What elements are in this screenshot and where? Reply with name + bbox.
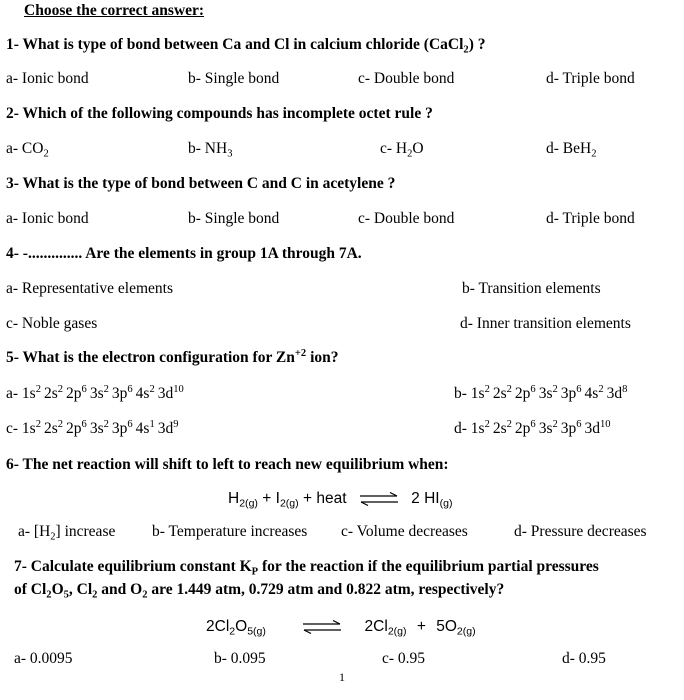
q7-option-b[interactable]: b- 0.095 <box>214 650 266 667</box>
question-2: 2- Which of the following compounds has incomplete octet rule ? <box>6 105 433 122</box>
q1-option-d[interactable]: d- Triple bond <box>546 70 635 87</box>
orbital-term: $3p^6$ <box>560 419 582 437</box>
q4-option-c[interactable]: c- Noble gases <box>6 315 98 332</box>
orbital-term: $2s^2$ <box>43 384 64 402</box>
q1-option-b[interactable]: b- Single bond <box>188 70 280 87</box>
orbital-term: $3d^{10}$ <box>157 384 184 402</box>
q6-equation: $H_{2(g)} + I_{2(g)}$ + heat 2 $HI_{(g)}$ <box>228 490 453 510</box>
q5-option-b[interactable]: b- $1s^2$ $2s^2$ $2p^6$ $3s^2$ $3p^6$ $4s^2$ $3d^8$ <box>454 384 628 402</box>
orbital-term: $4s^1$ <box>135 419 155 437</box>
q5-option-c[interactable]: c- $1s^2$ $2s^2$ $2p^6$ $3s^2$ $3p^6$ $4s^1$ $3d^9$ <box>6 419 179 437</box>
question-1: 1- What is type of bond between Ca and Cl in calcium chloride (CaCl$_2$) ? <box>6 36 486 56</box>
q5-option-d[interactable]: d- $1s^2$ $2s^2$ $2p^6$ $3s^2$ $3p^6$ $3d^{10}$ <box>454 419 611 437</box>
q2-option-b[interactable]: b- $NH_3$ <box>188 140 233 160</box>
orbital-term: $3s^2$ <box>89 384 109 402</box>
orbital-term: $1s^2$ <box>21 384 41 402</box>
page-heading: Choose the correct answer: <box>24 2 205 19</box>
orbital-term: $1s^2$ <box>470 384 490 402</box>
orbital-term: $3s^2$ <box>538 384 558 402</box>
q4-option-d[interactable]: d- Inner transition elements <box>460 315 631 332</box>
orbital-term: $3d^{10}$ <box>584 419 611 437</box>
orbital-term: $4s^2$ <box>584 384 604 402</box>
q2-option-d[interactable]: d- BeH$_2$ <box>546 140 597 160</box>
orbital-term: $3p^6$ <box>560 384 582 402</box>
orbital-term: $2p^6$ <box>514 419 536 437</box>
orbital-term: $2s^2$ <box>492 384 512 402</box>
q3-option-d[interactable]: d- Triple bond <box>546 210 635 227</box>
question-7-line-1: 7- Calculate equilibrium constant $K_P$ for the reaction if the equilibrium partial pressures <box>14 558 599 578</box>
question-5: 5- What is the electron configuration for $Zn^{+2}$ ion? <box>6 348 339 366</box>
q4-option-a[interactable]: a- Representative elements <box>6 280 173 297</box>
q7-option-d[interactable]: d- 0.95 <box>562 650 606 667</box>
orbital-term: $2p^6$ <box>66 384 87 402</box>
q3-option-c[interactable]: c- Double bond <box>358 210 455 227</box>
q4-option-b[interactable]: b- Transition elements <box>462 280 601 297</box>
orbital-term: $3d^8$ <box>606 384 628 402</box>
q5-option-a[interactable]: a- $1s^2$ $2s^2$ $2p^6$ $3s^2$ $3p^6$ $4s^2$ $3d^{10}$ <box>6 384 184 402</box>
q6-option-a[interactable]: a- $[H_2]$ increase <box>18 523 116 543</box>
q6-option-d[interactable]: d- Pressure decreases <box>514 523 647 540</box>
q7-equation: $2Cl_2O_{5(g)}$ $2Cl_{2(g)} + 5O_{2(g)}$ <box>206 618 476 638</box>
question-7-line-2: of $Cl_2O_5$, $Cl_2$ and $O_2$ are 1.449 atm, 0.729 atm and 0.822 atm, respectively? <box>14 581 505 601</box>
orbital-term: $3p^6$ <box>111 384 133 402</box>
question-4: 4- -.............. Are the elements in group 1A through 7A. <box>6 245 362 262</box>
orbital-term: $4s^2$ <box>135 384 155 402</box>
question-6: 6- The net reaction will shift to left to reach new equilibrium when: <box>6 456 449 473</box>
equilibrium-arrow-icon <box>300 620 344 634</box>
q6-option-c[interactable]: c- Volume decreases <box>341 523 468 540</box>
q6-option-b[interactable]: b- Temperature increases <box>152 523 308 540</box>
orbital-term: $2s^2$ <box>492 419 512 437</box>
q7-option-a[interactable]: a- 0.0095 <box>14 650 73 667</box>
question-3: 3- What is the type of bond between C and C in acetylene ? <box>6 175 396 192</box>
orbital-term: $3s^2$ <box>89 419 109 437</box>
orbital-term: $2p^6$ <box>514 384 536 402</box>
orbital-term: $3d^9$ <box>157 419 179 437</box>
q7-option-c[interactable]: c- 0.95 <box>382 650 426 667</box>
orbital-term: $1s^2$ <box>21 419 41 437</box>
orbital-term: $2s^2$ <box>43 419 64 437</box>
q2-option-a[interactable]: a- $CO_2$ <box>6 140 49 160</box>
q2-option-c[interactable]: c- $H_2O$ <box>380 140 424 160</box>
q3-option-a[interactable]: a- Ionic bond <box>6 210 89 227</box>
q3-option-b[interactable]: b- Single bond <box>188 210 280 227</box>
orbital-term: $3p^6$ <box>111 419 133 437</box>
q1-option-a[interactable]: a- Ionic bond <box>6 70 89 87</box>
orbital-term: $1s^2$ <box>470 419 490 437</box>
orbital-term: $3s^2$ <box>538 419 558 437</box>
page-number: 1 <box>339 670 345 684</box>
orbital-term: $2p^6$ <box>66 419 87 437</box>
q1-option-c[interactable]: c- Double bond <box>358 70 455 87</box>
equilibrium-arrow-icon <box>357 492 401 506</box>
